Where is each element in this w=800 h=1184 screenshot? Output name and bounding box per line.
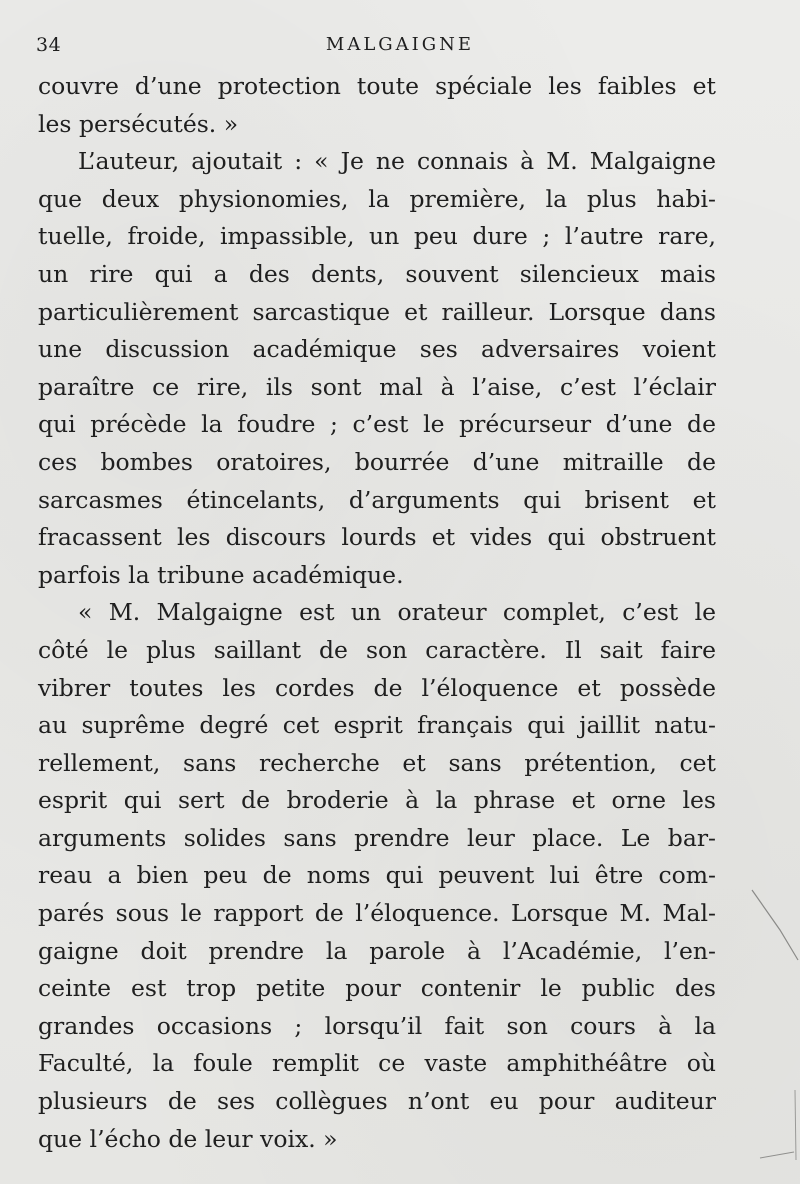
text-line: vibrer toutes les cordes de l’éloquence et possède [38,673,716,702]
text-line: fracassent les discours lourds et vides qui obstruent [38,523,716,552]
text-line: tuelle, froide, impassible, un peu dure ; l’autre rare, [38,222,716,251]
text-line: arguments solides sans prendre leur place. Le bar- [38,823,716,852]
text-line: au suprême degré cet esprit français qui jaillit natu- [38,711,716,740]
text-line: plusieurs de ses collègues n’ont eu pour auditeur [38,1087,716,1116]
margin-pencil-mark [750,860,800,1170]
text-line: que deux physionomies, la première, la plus habi- [38,184,716,213]
text-line: qui précède la foudre ; c’est le précurseur d’une de [38,410,716,439]
text-line: un rire qui a des dents, souvent silencieux mais [38,259,716,288]
text-line: ces bombes oratoires, bourrée d’une mitraille de [38,447,716,476]
page-number: 34 [36,34,62,56]
text-line: couvre d’une protection toute spéciale les faibles et [38,72,716,100]
text-line: reau a bien peu de noms qui peuvent lui être com- [38,861,716,890]
body-text [38,68,716,1158]
running-title: MALGAIGNE [325,34,475,55]
text-line: les persécutés. » [38,109,239,138]
text-line: côté le plus saillant de son caractère. Il sait faire [38,635,716,664]
text-line: particulièrement sarcastique et railleur. Lorsque dans [38,297,716,326]
text-line: L’auteur, ajoutait : « Je ne connais à M. Malgaigne [78,147,716,176]
text-line: esprit qui sert de broderie à la phrase et orne les [38,786,716,815]
text-line: rellement, sans recherche et sans prétention, cet [38,748,716,777]
text-line: que l’écho de leur voix. » [38,1124,338,1153]
text-line: gaigne doit prendre la parole à l’Académie, l’en- [38,936,716,965]
paragraph [38,68,716,143]
text-line: « M. Malgaigne est un orateur complet, c’est le [78,598,716,627]
text-line: grandes occasions ; lorsqu’il fait son cours à la [38,1011,716,1040]
text-line: Faculté, la foule remplit ce vaste amphithéâtre où [38,1049,716,1078]
paragraph [38,594,716,1158]
text-line: une discussion académique ses adversaires voient [38,335,716,364]
text-line: parfois la tribune académique. [38,560,404,589]
text-line: paraître ce rire, ils sont mal à l’aise, c’est l’éclair [38,372,716,401]
text-line: ceinte est trop petite pour contenir le public des [38,974,716,1003]
text-line: parés sous le rapport de l’éloquence. Lorsque M. Mal- [38,899,716,928]
paragraph [38,143,716,594]
running-head [36,34,764,60]
text-line: sarcasmes étincelants, d’arguments qui brisent et [38,485,716,514]
